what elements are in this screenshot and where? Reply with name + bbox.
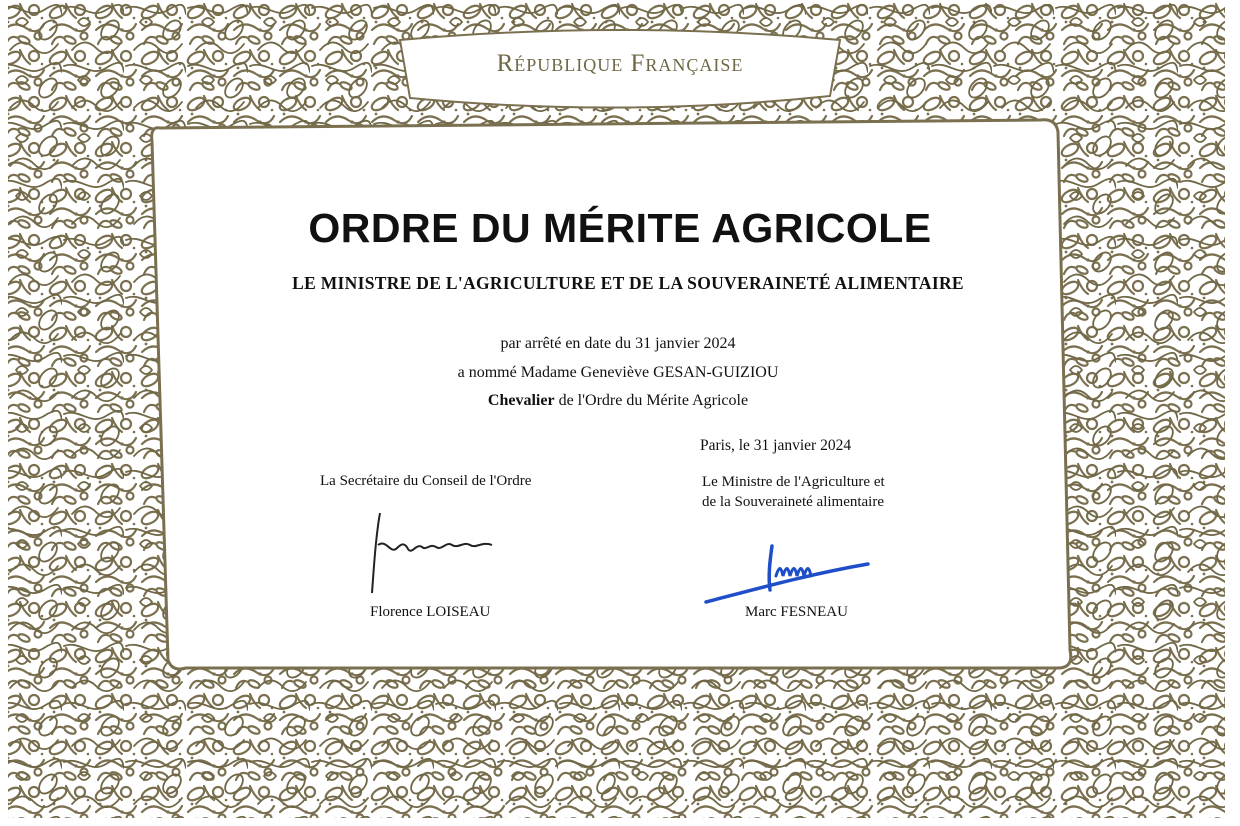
secretary-name: Florence LOISEAU bbox=[370, 604, 491, 620]
minister-name: Marc FESNEAU bbox=[745, 604, 848, 620]
country-heading: République Française bbox=[496, 50, 744, 77]
minister-title-line2: de la Souveraineté alimentaire bbox=[702, 494, 884, 510]
secretary-title: La Secrétaire du Conseil de l'Ordre bbox=[320, 473, 532, 489]
issuer-heading: LE MINISTRE DE L'AGRICULTURE ET DE LA SOUVERAINETÉ ALIMENTAIRE bbox=[292, 273, 964, 293]
order-title: ORDRE DU MÉRITE AGRICOLE bbox=[308, 205, 932, 251]
secretary-signature bbox=[360, 505, 510, 600]
nominee-line: a nommé Madame Geneviève GESAN-GUIZIOU bbox=[457, 364, 779, 381]
decree-date-line: par arrêté en date du 31 janvier 2024 bbox=[500, 335, 736, 352]
rank-line bbox=[0, 392, 1236, 410]
rank-description: de l'Ordre du Mérite Agricole bbox=[554, 392, 749, 409]
place-and-date: Paris, le 31 janvier 2024 bbox=[700, 437, 852, 454]
minister-signature bbox=[700, 540, 875, 610]
rank-title: Chevalier bbox=[487, 392, 555, 409]
minister-title-line1: Le Ministre de l'Agriculture et bbox=[702, 474, 885, 490]
